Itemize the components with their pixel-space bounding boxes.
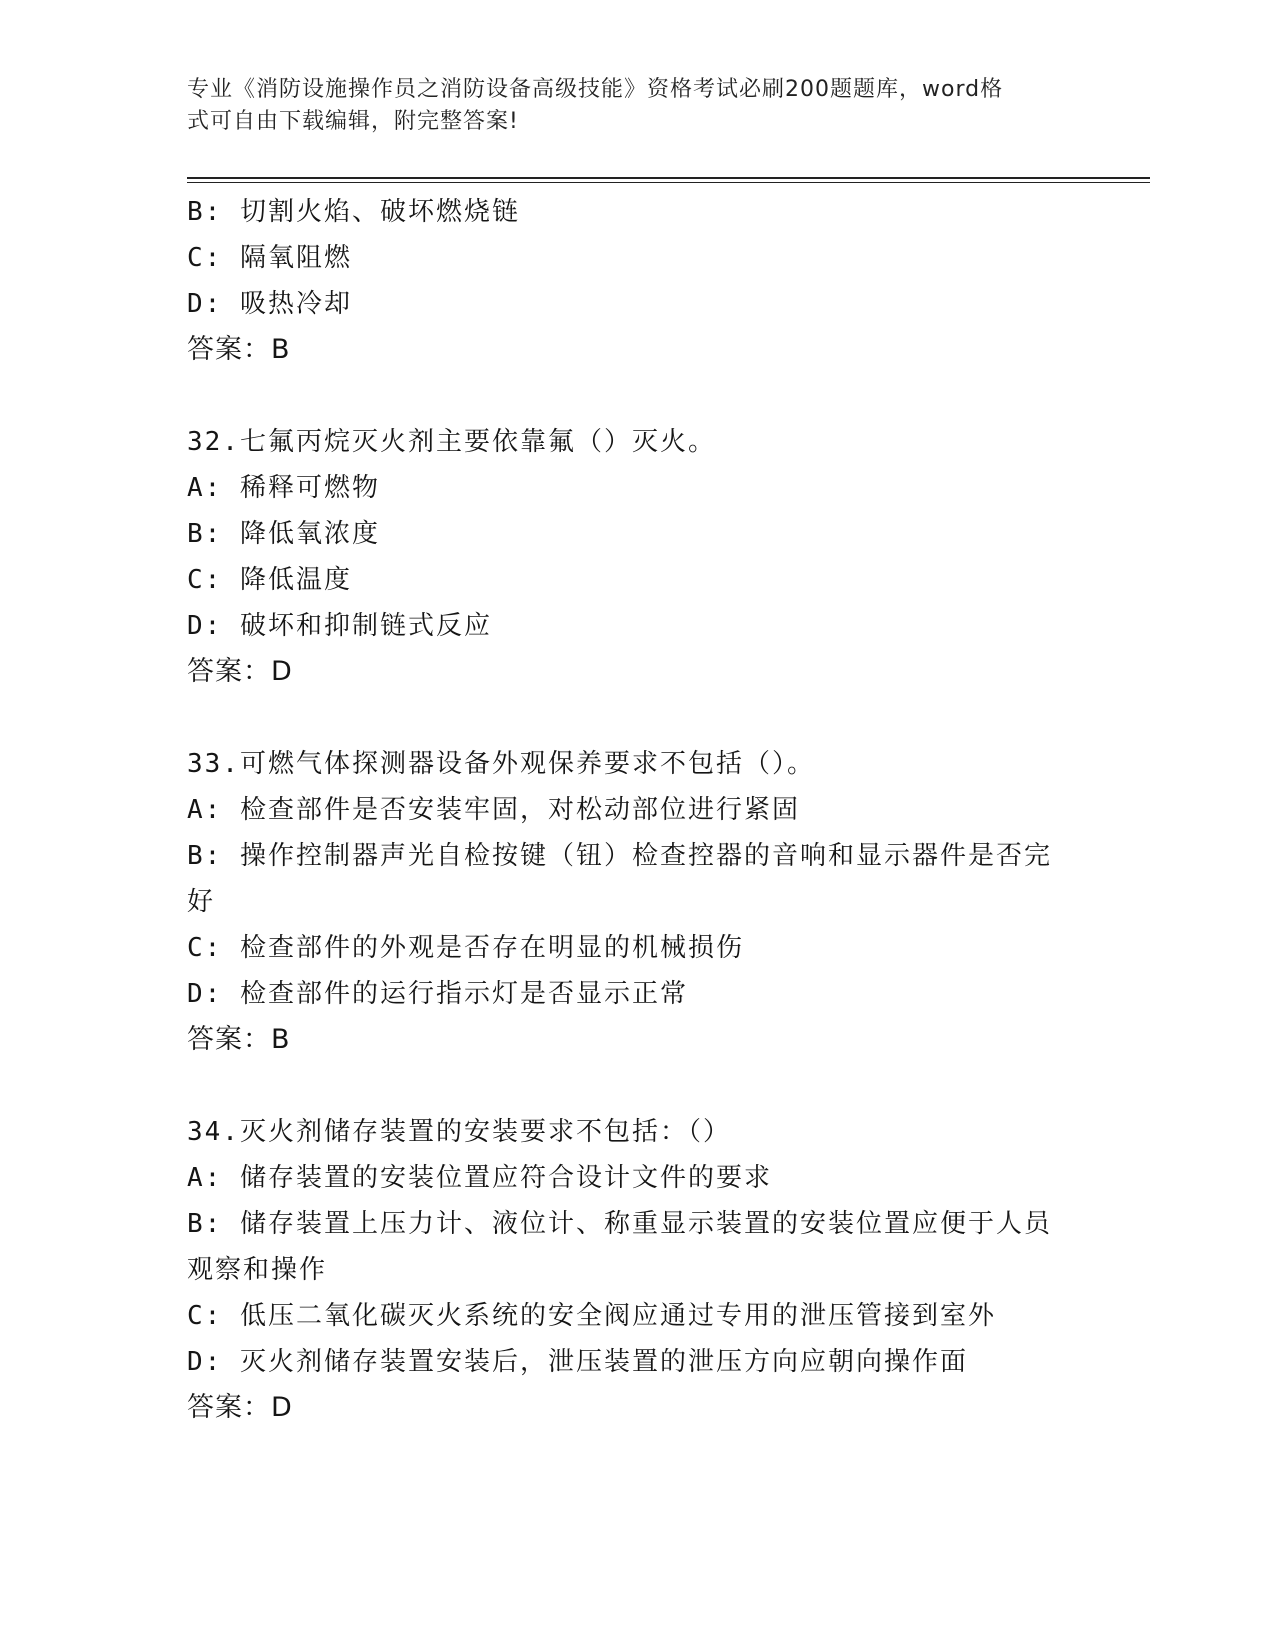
header-divider-thick — [187, 177, 1150, 179]
spacer — [187, 695, 1087, 741]
question-stem: 33.可燃气体探测器设备外观保养要求不包括（）。 — [187, 749, 815, 779]
page-header — [187, 74, 1067, 138]
answer: 答案：D — [187, 656, 293, 687]
option-b: B: 储存装置上压力计、液位计、称重显示装置的安装位置应便于人员 — [187, 1209, 1052, 1239]
question-31-tail — [187, 189, 1087, 373]
option-a: A: 储存装置的安装位置应符合设计文件的要求 — [187, 1163, 772, 1193]
question-32 — [187, 419, 1087, 695]
spacer — [187, 1063, 1087, 1109]
question-stem: 34.灭火剂储存装置的安装要求不包括：（） — [187, 1117, 731, 1147]
question-33 — [187, 741, 1087, 1063]
option-d: D: 检查部件的运行指示灯是否显示正常 — [187, 979, 688, 1009]
option-a: A: 稀释可燃物 — [187, 473, 380, 503]
header-line-1: 专业《消防设施操作员之消防设备高级技能》资格考试必刷200题题库，word格 — [187, 77, 1004, 102]
answer: 答案：B — [187, 334, 291, 365]
question-34 — [187, 1109, 1087, 1431]
option-c: C: 隔氧阻燃 — [187, 243, 352, 273]
option-a: A: 检查部件是否安装牢固，对松动部位进行紧固 — [187, 795, 800, 825]
answer: 答案：D — [187, 1392, 293, 1423]
option-d: D: 灭火剂储存装置安装后，泄压装置的泄压方向应朝向操作面 — [187, 1347, 968, 1377]
option-c: C: 检查部件的外观是否存在明显的机械损伤 — [187, 933, 744, 963]
option-c: C: 降低温度 — [187, 565, 352, 595]
header-divider-thin — [187, 182, 1150, 183]
option-b: B: 降低氧浓度 — [187, 519, 380, 549]
option-b-continued: 观察和操作 — [187, 1255, 328, 1285]
option-d: D: 吸热冷却 — [187, 289, 352, 319]
answer: 答案：B — [187, 1024, 291, 1055]
option-b: B: 切割火焰、破坏燃烧链 — [187, 197, 520, 227]
option-b: B: 操作控制器声光自检按键（钮）检查控器的音响和显示器件是否完 — [187, 841, 1052, 871]
question-list — [187, 189, 1087, 1431]
spacer — [187, 373, 1087, 419]
option-b-continued: 好 — [187, 887, 216, 917]
header-line-2: 式可自由下载编辑，附完整答案! — [187, 109, 519, 134]
question-stem: 32.七氟丙烷灭火剂主要依靠氟（）灭火。 — [187, 427, 716, 457]
option-d: D: 破坏和抑制链式反应 — [187, 611, 492, 641]
option-c: C: 低压二氧化碳灭火系统的安全阀应通过专用的泄压管接到室外 — [187, 1301, 996, 1331]
